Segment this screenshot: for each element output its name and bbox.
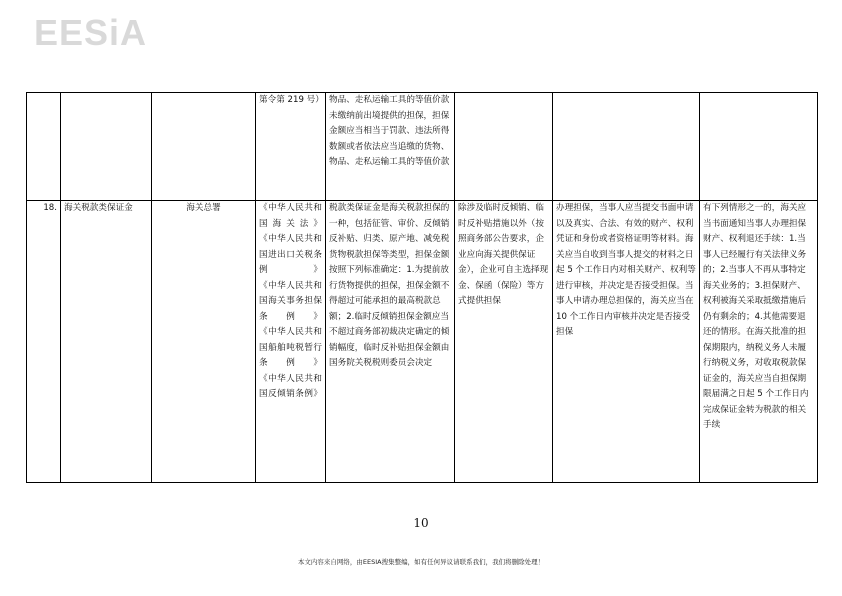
law-reference: 《中华人民共和国海关法》 bbox=[259, 203, 322, 229]
alternative-cell bbox=[455, 93, 553, 201]
refund-cell: 有下列情形之一的，海关应当书面通知当事人办理担保财产、权利退还手续：1.当事人已经履行有关法律义务的；2.当事人不再从事特定海关业务的；3.担保财产、权利被海关采取抵缴措施后仍有剩余的；4.其他需要退还的情形。在海关批准的担保期限内，纳税义务人未履行纳税义务，对收取税款保证金的，海关应当自担保期限届满之日起 5 个工作日内完成保证金转为税款的相关手续 bbox=[700, 201, 818, 483]
department-cell bbox=[152, 93, 256, 201]
basis-cell: 物品、走私运输工具的等值价款未缴纳前出境提供的担保，担保金额应当相当于罚款、违法所得数额或者依法应当追缴的货物、物品、走私运输工具的等值价款 bbox=[326, 93, 455, 201]
table-row-18 bbox=[27, 201, 818, 483]
law-reference: 《中华人民共和国海关事务担保条例》 bbox=[259, 280, 322, 322]
page-number: 10 bbox=[413, 516, 429, 530]
department-cell: 海关总署 bbox=[152, 201, 256, 483]
basis-cell: 税款类保证金是海关税款担保的一种，包括征管、审价、反倾销反补贴、归类、原产地、减免税货物税款担保等类型，担保金额按照下列标准确定：1.为提前放行货物提供的担保，担保金额不得超过可能承担的最高税款总额；2.临时反倾销担保金额应当不超过商务部初裁决定确定的倾销幅度，临时反补贴担保金额由国务院关税税则委员会决定 bbox=[326, 201, 455, 483]
law-reference: 《中华人民共和国反倾销条例》 bbox=[259, 373, 322, 399]
table-row-continued bbox=[27, 93, 818, 201]
law-cell: 第令第 219 号） bbox=[256, 93, 326, 201]
process-cell: 办理担保，当事人应当提交书面申请以及真实、合法、有效的财产、权利凭证和身份或者资格证明等材料。海关应当自收到当事人提交的材料之日起 5 个工作日内对相关财产、权利等进行审核，并决定是否接受担保。当事人申请办理总担保的，海关应当在 10 个工作日内审核并决定是否接受担保 bbox=[553, 201, 700, 483]
refund-cell bbox=[700, 93, 818, 201]
guarantee-deposit-table bbox=[26, 92, 818, 483]
law-reference: 《中华人民共和国进出口关税条例》 bbox=[259, 234, 322, 275]
alternative-cell: 除涉及临时反倾销、临时反补贴措施以外（按照商务部公告要求，企业应向海关提供保证金），企业可自主选择现金、保函（保险）等方式提供担保 bbox=[455, 201, 553, 483]
process-cell bbox=[553, 93, 700, 201]
number-cell bbox=[27, 93, 61, 201]
item-name-cell: 海关税款类保证金 bbox=[61, 201, 152, 483]
item-name-cell bbox=[61, 93, 152, 201]
eesia-logo: EESiA bbox=[34, 12, 148, 53]
law-reference: 《中华人民共和国船舶吨税暂行条例》 bbox=[259, 327, 322, 368]
law-cell bbox=[256, 201, 326, 483]
footer-disclaimer: 本文内容来自网络，由EESIA搜集整编，如有任何异议请联系我们，我们将删除处理！ bbox=[297, 558, 545, 566]
number-cell: 18. bbox=[27, 201, 61, 483]
